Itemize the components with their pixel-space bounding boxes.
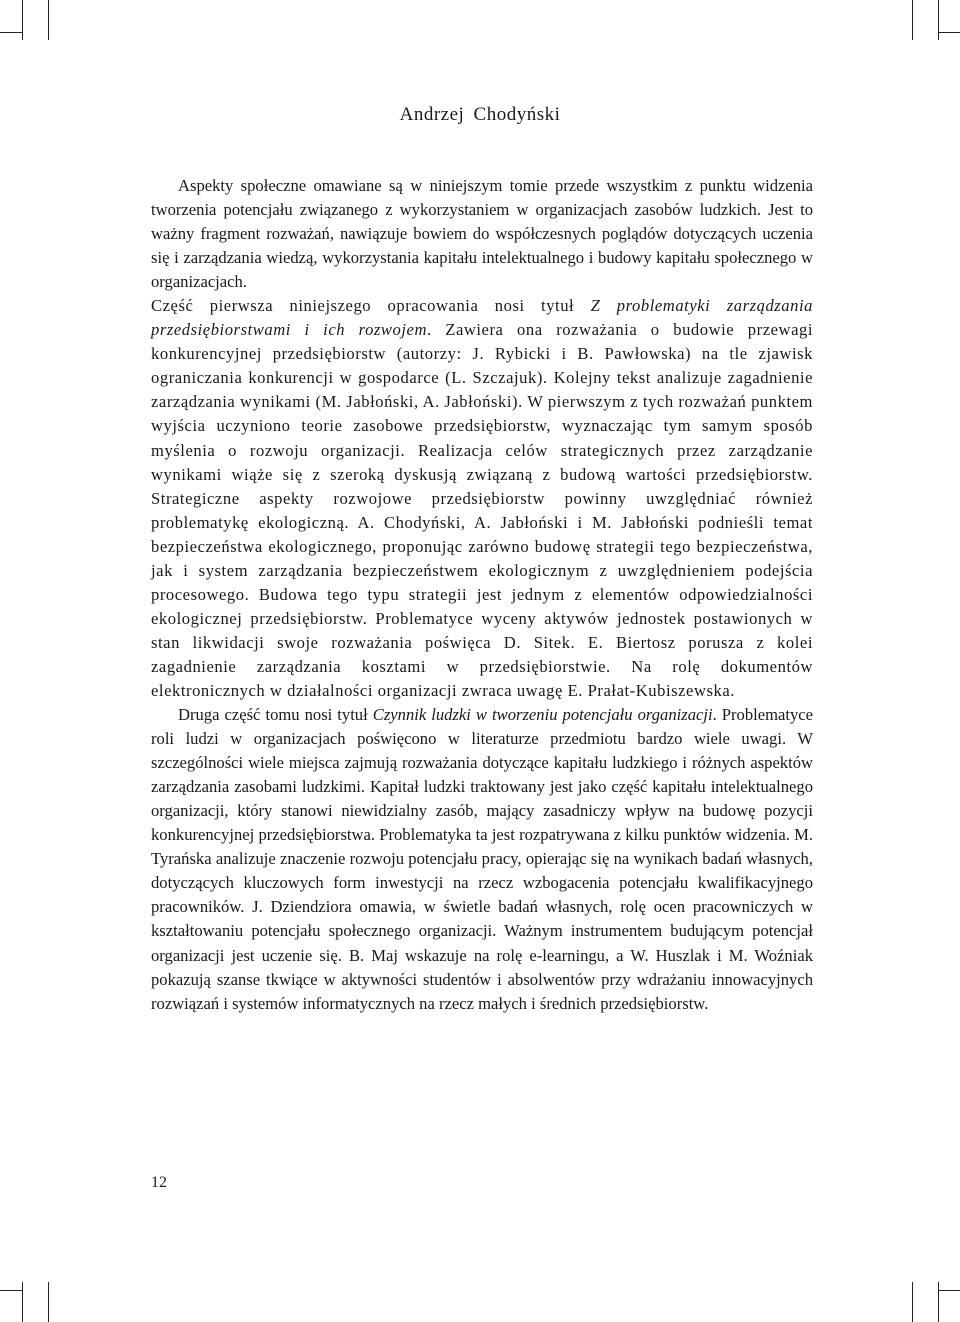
crop-mark (912, 0, 913, 40)
paragraph-text: Druga część tomu nosi tytuł (178, 705, 373, 725)
paragraph-part-one (151, 294, 813, 703)
paragraph-text: . Zawiera ona rozważania o budowie przewagi konkurencyjnej przedsiębiorstw (autorzy: J. Rybicki i B. Pawłowska) na tle zjawisk ograniczania konkurencji w gospodarce (L. Szczajuk). Kolejny tekst analizuje zagadnienie zarządzania wynikami (M. Jabłoński, A. Jabłoński). W pierwszym z tych rozważań punktem wyjścia uczyniono teorie zasobowe przedsiębiorstw, wyznaczając tym samym sposób myślenia o rozwoju organizacji. Realizacja celów strategicznych przez zarządzanie wynikami wiąże się z szeroką dyskusją związaną z budową wartości przedsiębiorstw. Strategiczne aspekty rozwojowe przedsiębiorstw powinny uwzględniać również problematykę ekologiczną. A. Chodyński, A. Jabłoński i M. Jabłoński podnieśli temat bezpieczeństwa ekologicznego, proponując zarówno budowę strategii tego bezpieczeństwa, jak i system zarządzania bezpieczeństwem ekologicznym z uwzględnieniem podejścia procesowego. Budowa tego typu strategii jest jednym z elementów odpowiedzialności ekologicznej przedsiębiorstw. Problematyce wyceny aktywów jednostek postawionych w stan likwidacji swoje rozważania poświęca D. Sitek. E. Biertosz porusza z kolei zagadnienie zarządzania kosztami w przedsiębiorstwie. Na rolę dokumentów elektronicznych w działalności organizacji zwraca uwagę E. Prałat-Kubiszewska. (151, 320, 813, 700)
part-one-title: Z problematyki zarządzania przedsiębiorstwami i ich rozwojem (151, 296, 813, 340)
crop-mark (48, 1282, 49, 1322)
crop-mark (938, 1282, 939, 1322)
crop-mark (0, 1290, 22, 1291)
crop-mark (22, 1282, 23, 1322)
crop-mark (912, 1282, 913, 1322)
crop-mark (22, 0, 23, 40)
page-number: 12 (151, 1174, 167, 1191)
paragraph-intro: Aspekty społeczne omawiane są w niniejszym tomie przede wszystkim z punktu widzenia tworzenia potencjału związanego z wykorzystaniem w organizacjach zasobów ludzkich. Jest to ważny fragment rozważań, nawiązuje bowiem do współczesnych poglądów dotyczących uczenia się i zarządzania wiedzą, wykorzystania kapitału intelektualnego i budowy kapitału społecznego w organizacjach. (151, 176, 813, 292)
part-two-title: Czynnik ludzki w tworzeniu potencjału organizacji (372, 705, 713, 725)
paragraph-text: . Problematyce roli ludzi w organizacjach poświęcono w literaturze przedmiotu bardzo wiele uwagi. W szczególności wiele miejsca zajmują rozważania dotyczące kapitału ludzkiego i różnych aspektów zarządzania zasobami ludzkimi. Kapitał ludzki traktowany jest jako część kapitału intelektualnego organizacji, który stanowi niewidzialny zasób, mający zasadniczy wpływ na budowę pozycji konkurencyjnej przedsiębiorstwa. Problematyka ta jest rozpatrywana z kilku punktów widzenia. M. Tyrańska analizuje znaczenie rozwoju potencjału pracy, opierając się na wynikach badań własnych, dotyczących kluczowych form inwestycji na rzecz wzbogacenia potencjału kwalifikacyjnego pracowników. J. Dziendziora omawia, w świetle badań własnych, rolę ocen pracowniczych w kształtowaniu potencjału społecznego organizacji. Ważnym instrumentem budującym potencjał organizacji jest uczenie się. B. Maj wskazuje na rolę e-learningu, a W. Huszlak i M. Woźniak pokazują szanse tkwiące w aktywności studentów i absolwentów przy wdrażaniu innowacyjnych rozwiązań i systemów informatycznych na rzecz małych i średnich przedsiębiorstw. (151, 705, 814, 1013)
crop-mark (938, 0, 939, 40)
crop-mark (938, 1290, 960, 1291)
crop-mark (938, 32, 960, 33)
body-text (151, 174, 813, 1016)
crop-mark (0, 32, 22, 33)
crop-mark (48, 0, 49, 40)
paragraph-part-two (151, 703, 813, 1016)
paragraph-text: Część pierwsza niniejszego opracowania nosi tytuł (151, 296, 591, 316)
running-header-author: Andrzej Chodyński (399, 104, 561, 125)
